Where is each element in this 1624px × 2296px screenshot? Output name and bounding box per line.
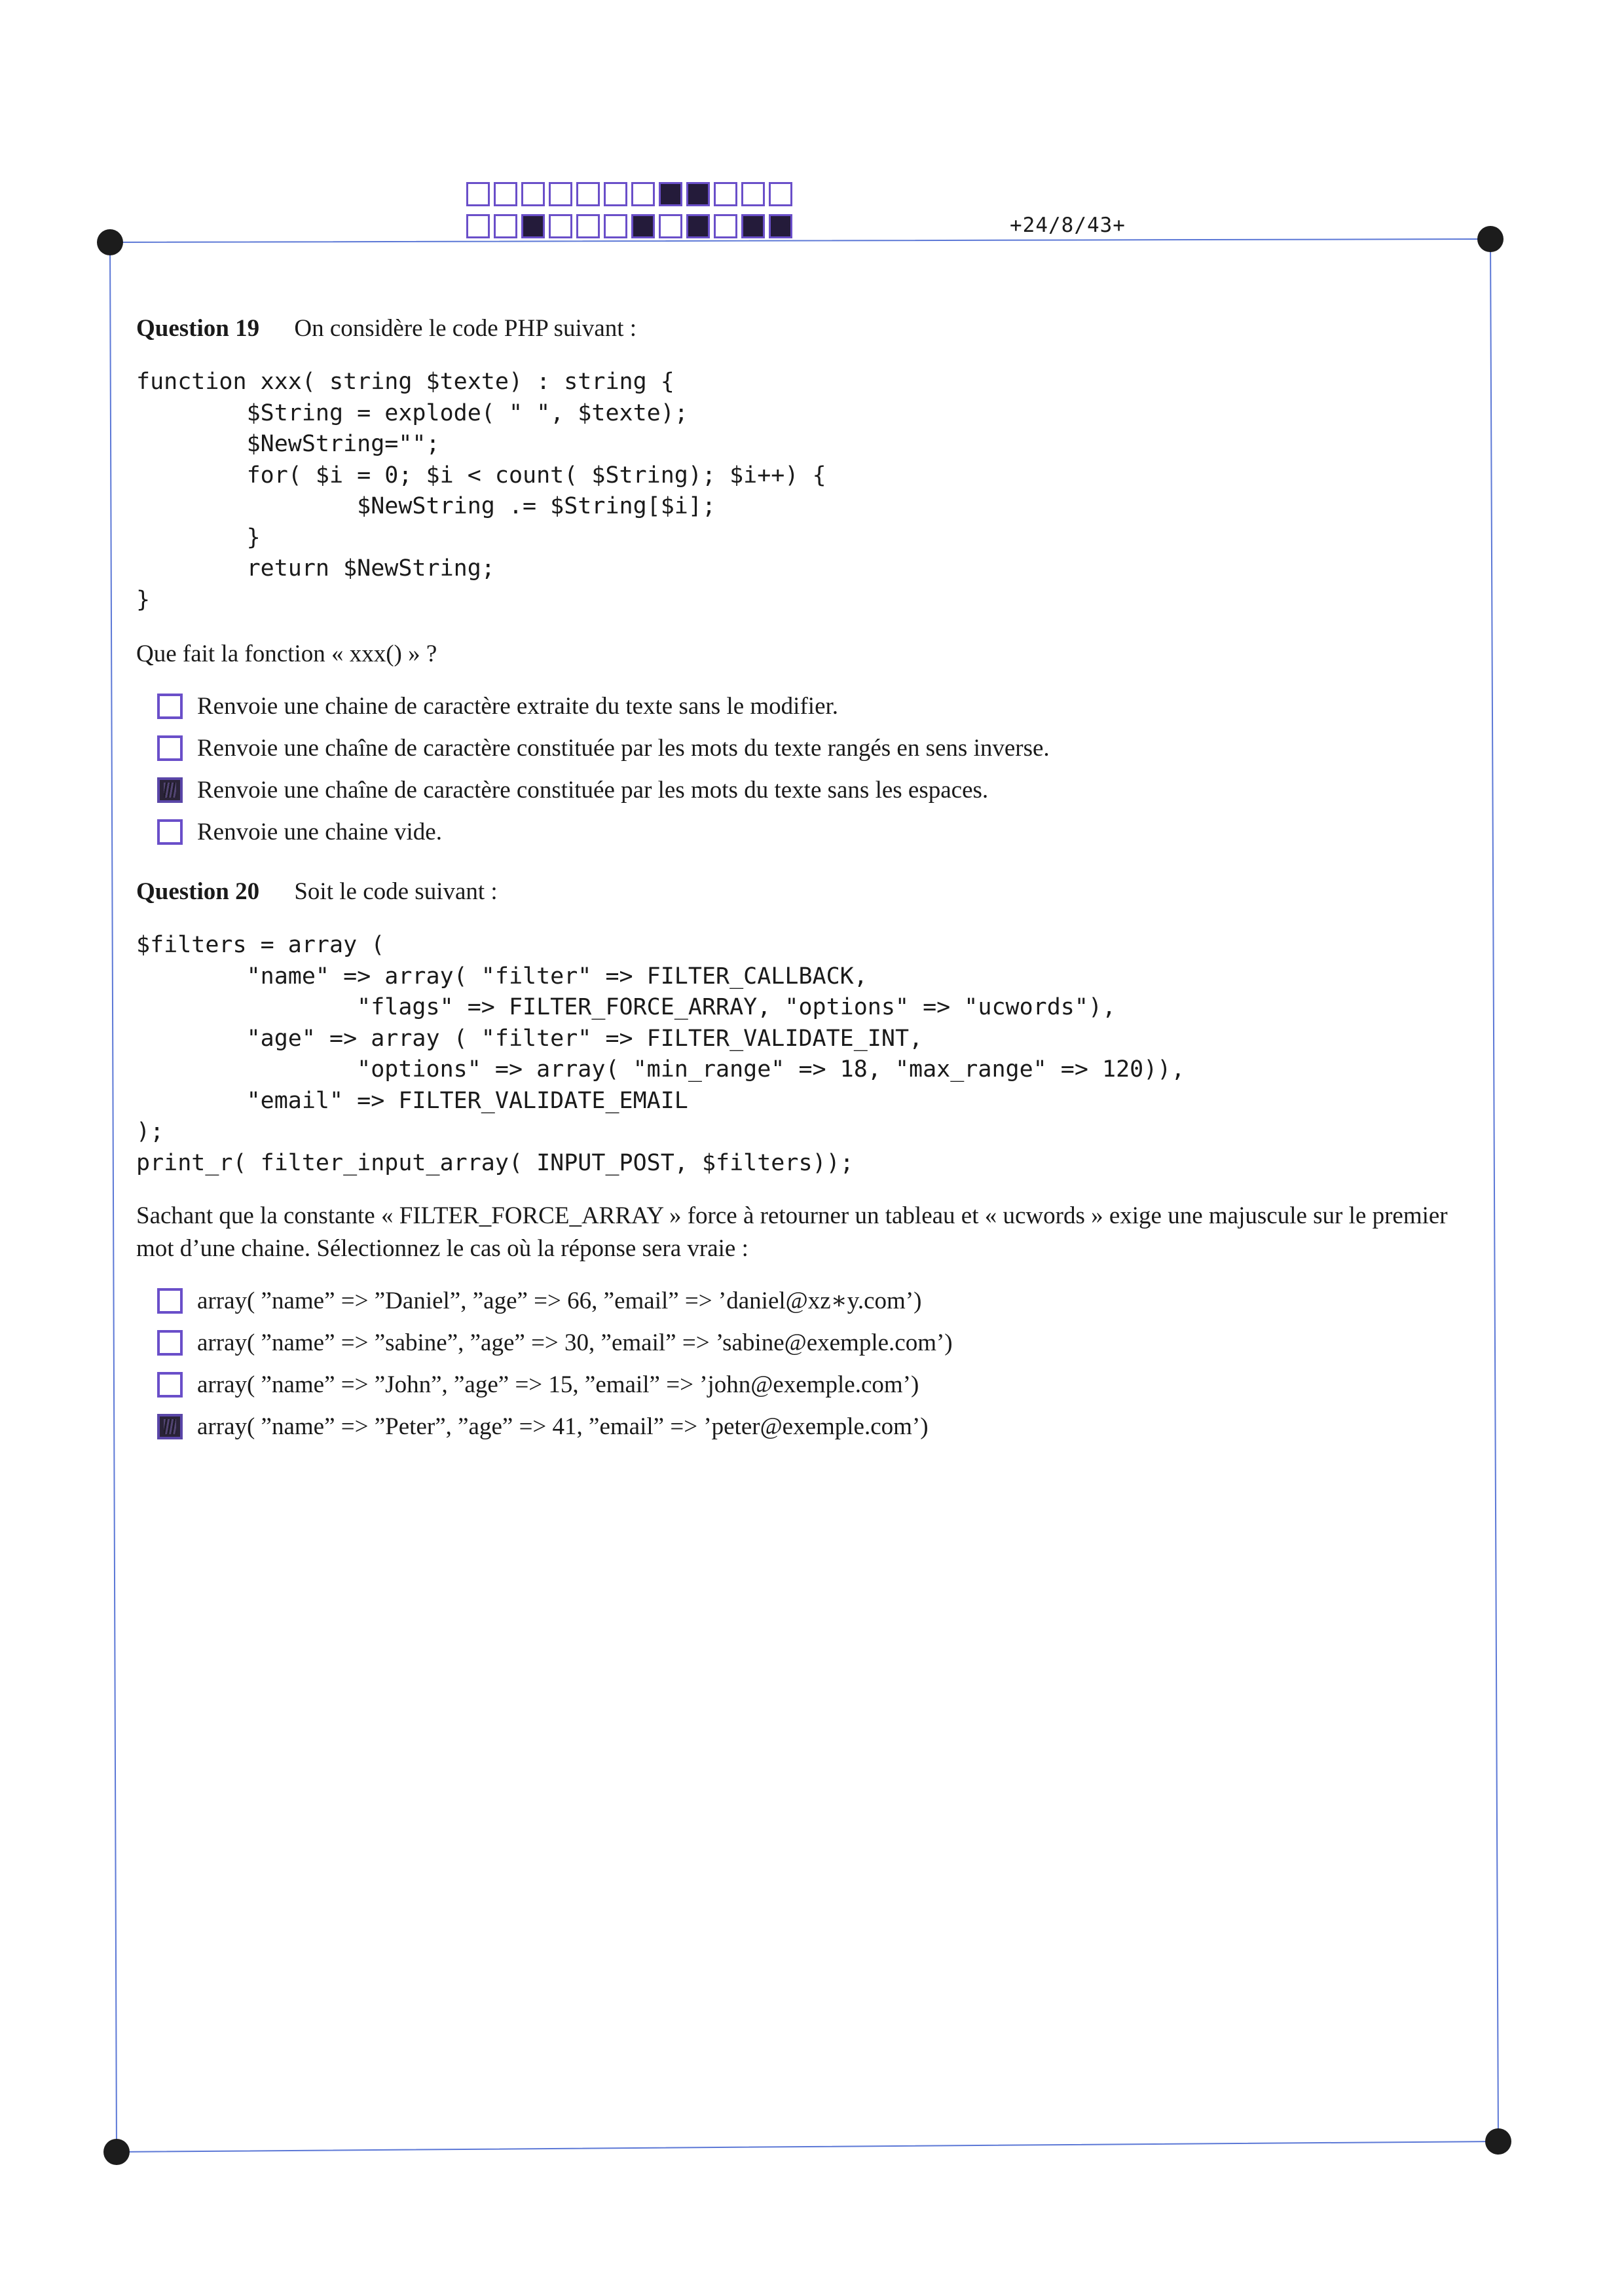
code-box <box>521 214 545 238</box>
q20-checkbox-3[interactable] <box>157 1372 183 1398</box>
q20-checkbox-1[interactable] <box>157 1288 183 1314</box>
code-box <box>466 214 490 238</box>
code-box <box>714 182 737 206</box>
question-intro: On considère le code PHP suivant : <box>294 315 637 342</box>
answer-text: Renvoie une chaine vide. <box>197 818 442 845</box>
code-box <box>576 214 600 238</box>
corner-marker-bottom-left <box>103 2139 130 2165</box>
q19-answer-2[interactable] <box>157 731 1050 765</box>
code-box <box>549 182 572 206</box>
page-id: +24/8/43+ <box>1010 213 1126 237</box>
question-20-header <box>136 878 498 906</box>
code-box <box>604 214 627 238</box>
q19-checkbox-2[interactable] <box>157 735 183 761</box>
code-box <box>769 182 792 206</box>
corner-marker-bottom-right <box>1485 2128 1511 2155</box>
code-box <box>604 182 627 206</box>
code-box <box>659 182 682 206</box>
code-box <box>769 214 792 238</box>
code-box <box>549 214 572 238</box>
answer-text: array( ”name” => ”sabine”, ”age” => 30, ”email” => ’sabine@exemple.com’) <box>197 1329 953 1356</box>
code-box <box>741 214 765 238</box>
question-title: Question 19 <box>136 315 260 342</box>
code-box <box>576 182 600 206</box>
code-box <box>466 182 490 206</box>
code-box <box>631 182 655 206</box>
answer-text: array( ”name” => ”John”, ”age” => 15, ”email” => ’john@exemple.com’) <box>197 1371 919 1398</box>
q20-answer-1[interactable] <box>157 1284 921 1318</box>
question-20-code: $filters = array ( "name" => array( "filter" => FILTER_CALLBACK, "flags" => FILTER_FORCE_ARRAY, "options" => "ucwords"), "age" => array ( "filter" => FILTER_VALIDATE_INT, "options" => array( "min_range" => 18, "max_range" => 120)), "email" => FILTER_VALIDATE_EMAIL ); print_r( filter_input_array( INPUT_POST, $filters)); <box>136 932 1185 1176</box>
code-box <box>494 182 517 206</box>
answer-text: array( ”name” => ”Peter”, ”age” => 41, ”email” => ’peter@exemple.com’) <box>197 1413 929 1440</box>
q20-answer-2[interactable] <box>157 1325 953 1360</box>
q19-checkbox-3[interactable] <box>157 777 183 803</box>
answer-text: Renvoie une chaîne de caractère constituée par les mots du texte rangés en sens inverse. <box>197 734 1050 762</box>
answer-text: Renvoie une chaîne de caractère constituée par les mots du texte sans les espaces. <box>197 776 989 804</box>
answer-text: array( ”name” => ”Daniel”, ”age” => 66, ”email” => ’daniel@xz∗y.com’) <box>197 1287 922 1314</box>
id-code-row-1 <box>466 182 796 206</box>
corner-marker-top-left <box>97 229 123 255</box>
corner-marker-top-right <box>1477 226 1504 252</box>
question-19-code: function xxx( string $texte) : string { $String = explode( " ", $texte); $NewString=""; for( $i = 0; $i < count( $String); $i++) { $NewString .= $String[$i]; } return $NewString; } <box>136 369 826 613</box>
question-20-prompt: Sachant que la constante « FILTER_FORCE_ARRAY » force à retourner un tableau et « ucwords » exige une majuscule sur le premier mot d’une chaine. Sélectionnez le cas où la réponse sera vraie : <box>136 1202 1448 1262</box>
q19-answer-4[interactable] <box>157 815 442 849</box>
code-box <box>714 214 737 238</box>
q19-checkbox-4[interactable] <box>157 819 183 845</box>
q19-answer-3[interactable] <box>157 773 988 807</box>
q20-answer-4[interactable] <box>157 1409 929 1443</box>
question-intro: Soit le code suivant : <box>294 878 498 905</box>
q20-answer-3[interactable] <box>157 1367 919 1401</box>
code-box <box>659 214 682 238</box>
code-box <box>631 214 655 238</box>
question-19-header <box>136 314 637 343</box>
answer-text: Renvoie une chaine de caractère extraite du texte sans le modifier. <box>197 692 839 720</box>
q19-answer-1[interactable] <box>157 689 838 723</box>
code-box <box>686 214 710 238</box>
id-code-row-2 <box>466 214 796 238</box>
q20-checkbox-4[interactable] <box>157 1414 183 1439</box>
code-box <box>686 182 710 206</box>
code-box <box>494 214 517 238</box>
code-box <box>521 182 545 206</box>
q20-checkbox-2[interactable] <box>157 1330 183 1356</box>
question-19-prompt: Que fait la fonction « xxx() » ? <box>136 640 437 667</box>
question-title: Question 20 <box>136 878 260 905</box>
q19-checkbox-1[interactable] <box>157 694 183 719</box>
code-box <box>741 182 765 206</box>
